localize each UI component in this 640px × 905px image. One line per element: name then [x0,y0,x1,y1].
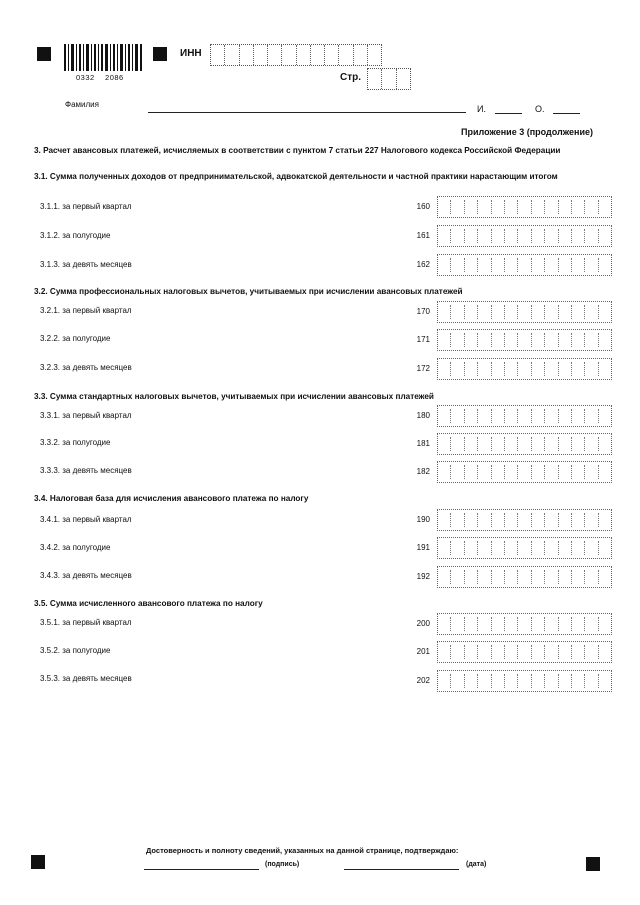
corner-marker-bottom-right [586,857,600,871]
row-code: 171 [416,335,430,344]
row-code: 201 [416,647,430,656]
page-label: Стр. [340,72,362,83]
amount-field[interactable] [437,670,612,692]
page-number-cells[interactable] [367,68,411,90]
inn-cells[interactable] [210,44,382,66]
amount-field[interactable] [437,566,612,588]
row-label: 3.5.2. за полугодие [40,646,111,655]
row-label: 3.5.3. за девять месяцев [40,674,132,683]
row-code: 172 [416,364,430,373]
section-title: 3.1. Сумма полученных доходов от предпринимательской, адвокатской деятельности и частной практики нарастающим итогом [34,172,558,181]
amount-field[interactable] [437,301,612,323]
row-label: 3.4.2. за полугодие [40,543,111,552]
row-label: 3.2.3. за девять месяцев [40,363,132,372]
corner-marker-top-center [153,47,167,61]
row-label: 3.4.3. за девять месяцев [40,571,132,580]
date-label: (дата) [466,861,487,868]
amount-field[interactable] [437,358,612,380]
row-code: 161 [416,231,430,240]
inn-label: ИНН [180,48,202,59]
initial-first-label: И. [477,104,486,114]
row-label: 3.1.1. за первый квартал [40,202,132,211]
row-label: 3.3.3. за девять месяцев [40,466,132,475]
corner-marker-top-left [37,47,51,61]
row-code: 190 [416,515,430,524]
signature-label: (подпись) [265,861,300,868]
corner-marker-bottom-left [31,855,45,869]
row-code: 160 [416,202,430,211]
row-label: 3.5.1. за первый квартал [40,618,132,627]
row-code: 162 [416,260,430,269]
amount-field[interactable] [437,613,612,635]
appendix-title: Приложение 3 (продолжение) [461,127,593,137]
amount-field[interactable] [437,196,612,218]
initial-first-line[interactable] [495,113,522,114]
initial-patronymic-label: О. [535,104,545,114]
row-code: 170 [416,307,430,316]
date-line[interactable] [344,869,459,870]
section-title: 3.5. Сумма исчисленного авансового платежа по налогу [34,599,263,608]
amount-field[interactable] [437,405,612,427]
row-code: 192 [416,572,430,581]
amount-field[interactable] [437,461,612,483]
surname-label: Фамилия [65,100,99,109]
row-label: 3.1.3. за девять месяцев [40,260,132,269]
row-label: 3.2.2. за полугодие [40,334,111,343]
amount-field[interactable] [437,641,612,663]
amount-field[interactable] [437,254,612,276]
row-code: 182 [416,467,430,476]
amount-field[interactable] [437,537,612,559]
row-label: 3.1.2. за полугодие [40,231,111,240]
row-label: 3.3.1. за первый квартал [40,411,132,420]
row-label: 3.4.1. за первый квартал [40,515,132,524]
section-title: 3.4. Налоговая база для исчисления авансового платежа по налогу [34,494,309,503]
barcode-digits: 0332 2086 [76,73,124,82]
row-code: 191 [416,543,430,552]
row-code: 180 [416,411,430,420]
barcode-bars [64,44,144,71]
amount-field[interactable] [437,329,612,351]
amount-field[interactable] [437,433,612,455]
row-code: 202 [416,676,430,685]
initial-patronymic-line[interactable] [553,113,580,114]
row-code: 181 [416,439,430,448]
section-title: 3.3. Сумма стандартных налоговых вычетов, учитываемых при исчислении авансовых платежей [34,392,434,401]
amount-field[interactable] [437,509,612,531]
amount-field[interactable] [437,225,612,247]
confirm-text: Достоверность и полноту сведений, указанных на данной странице, подтверждаю: [146,846,459,855]
surname-line[interactable] [148,112,466,113]
main-title: 3. Расчет авансовых платежей, исчисляемых в соответствии с пунктом 7 статьи 227 Налогового кодекса Российской Федерации [34,146,561,155]
barcode [64,44,144,71]
row-label: 3.3.2. за полугодие [40,438,111,447]
row-label: 3.2.1. за первый квартал [40,306,132,315]
row-code: 200 [416,619,430,628]
section-title: 3.2. Сумма профессиональных налоговых вычетов, учитываемых при исчислении авансовых платежей [34,287,463,296]
signature-line[interactable] [144,869,259,870]
